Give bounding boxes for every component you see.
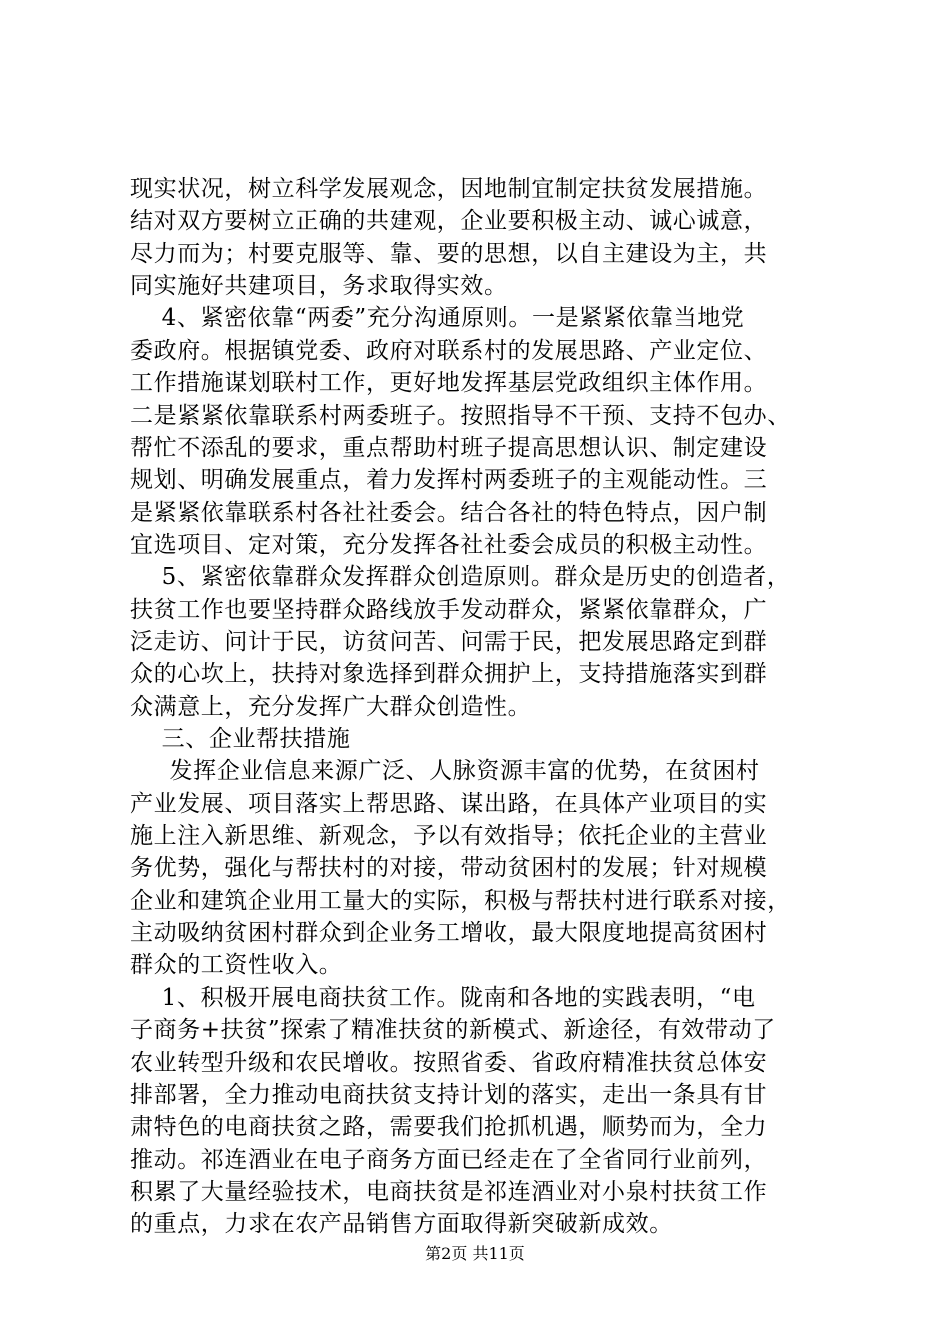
text-line: 群众的工资性收入。 [130,952,343,979]
text-line: 宜选项目、定对策，充分发挥各社社委会成员的积极主动性。 [130,531,768,558]
text-line: 扶贫工作也要坚持群众路线放手发动群众，紧紧依靠群众，广 [130,596,768,623]
text-line: 积累了大量经验技术，电商扶贫是祁连酒业对小泉村扶贫工作 [130,1178,768,1205]
text-line: 农业转型升级和农民增收。按照省委、省政府精准扶贫总体安 [130,1049,768,1076]
text-line: 现实状况，树立科学发展观念，因地制宜制定扶贫发展措施。 [130,176,768,202]
text-line: 推动。祁连酒业在电子商务方面已经走在了全省同行业前列， [130,1146,768,1173]
text-line: 子商务+扶贫”探索了精准扶贫的新模式、新途径，有效带动了 [130,1017,776,1044]
text-line: 发挥企业信息来源广泛、人脉资源丰富的优势，在贫困村 [130,758,760,785]
text-line: 委政府。根据镇党委、政府对联系村的发展思路、产业定位、 [130,337,768,364]
text-line: 5、紧密依靠群众发挥群众创造原则。群众是历史的创造者， [130,564,791,591]
text-line: 规划、明确发展重点，着力发挥村两委班子的主观能动性。三 [130,467,768,494]
text-line: 企业和建筑企业用工量大的实际，积极与帮扶村进行联系对接， [130,887,791,914]
text-line: 排部署，全力推动电商扶贫支持计划的落实，走出一条具有甘 [130,1081,768,1108]
text-line: 4、紧密依靠“两委”充分沟通原则。一是紧紧依靠当地党 [130,305,745,332]
text-line: 二是紧紧依靠联系村两委班子。按照指导不干预、支持不包办、 [130,402,791,429]
text-line: 工作措施谋划联村工作，更好地发挥基层党政组织主体作用。 [130,370,768,397]
text-line: 施上注入新思维、新观念，予以有效指导；依托企业的主营业 [130,823,768,849]
text-line: 结对双方要树立正确的共建观，企业要积极主动、诚心诚意， [130,208,768,235]
text-line: 1、积极开展电商扶贫工作。陇南和各地的实践表明，“电 [130,984,756,1011]
text-line: 的重点，力求在农产品销售方面取得新突破新成效。 [130,1211,673,1238]
text-line: 尽力而为；村要克服等、靠、要的思想，以自主建设为主，共 [130,240,768,267]
text-line: 同实施好共建项目，务求取得实效。 [130,273,508,300]
text-line: 肃特色的电商扶贫之路，需要我们抢抓机遇，顺势而为，全力 [130,1114,768,1141]
text-line: 产业发展、项目落实上帮思路、谋出路，在具体产业项目的实 [130,790,768,817]
text-line: 主动吸纳贫困村群众到企业务工增收，最大限度地提高贫困村 [130,920,768,947]
text-line: 是紧紧依靠联系村各社社委会。结合各社的特色特点，因户制 [130,499,768,526]
text-line: 众的心坎上，扶持对象选择到群众拥护上，支持措施落实到群 [130,661,768,688]
page-footer: 第2页 共11页 [425,1244,525,1263]
text-line: 泛走访、问计于民，访贫问苦、问需于民，把发展思路定到群 [130,628,768,655]
text-line: 众满意上，充分发挥广大群众创造性。 [130,693,532,720]
text-line: 务优势，强化与帮扶村的对接，带动贫困村的发展；针对规模 [130,855,768,882]
text-line: 三、企业帮扶措施 [130,726,351,752]
text-line: 帮忙不添乱的要求，重点帮助村班子提高思想认识、制定建设 [130,434,768,461]
